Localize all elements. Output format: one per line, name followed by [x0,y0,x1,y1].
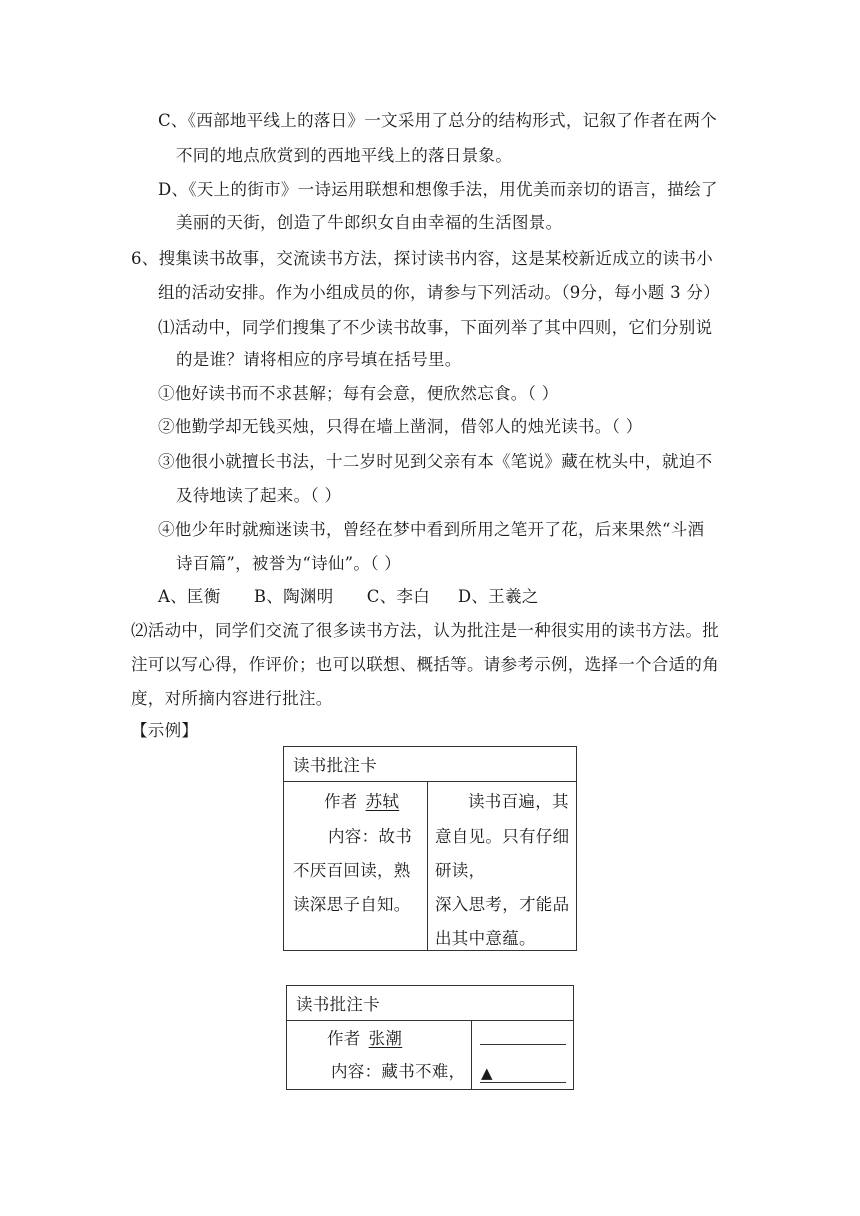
example-card-divider [427,782,428,951]
option-d-line2: 美丽的天街，创造了牛郎织女自由幸福的生活图景。 [176,213,563,232]
question-annotation-card [286,985,574,1090]
example-comment-line: 出其中意蕴。 [435,929,536,948]
question-6-line2: 组的活动安排。作为小组成员的你，请参与下列活动。（9分，每小题 3 分） [158,283,721,302]
example-content-line: 读深思子自知。 [293,895,411,914]
subquestion-1-line1: ⑴活动中，同学们搜集了不少读书故事，下面列举了其中四则，它们分别说 [158,318,713,337]
story-4-line2: 诗百篇”，被誉为“诗仙”。（ ） [176,554,402,573]
question-author-label: 作者 [327,1029,361,1048]
example-annotation-card [283,746,577,951]
answer-blank-line[interactable] [480,1082,566,1083]
example-comment-line: 深入思考，才能品 [435,895,570,914]
example-label: 【示例】 [131,721,199,740]
answer-blank-line[interactable] [480,1044,566,1045]
question-author-name: 张潮 [368,1029,403,1048]
question-6-line1: 6、搜集读书故事，交流读书方法，探讨读书内容，这是某校新近成立的读书小 [131,249,713,268]
story-1: ①他好读书而不求甚解；每有会意，便欣然忘食。（ ） [158,384,559,403]
answer-marker-icon: ▲ [481,1064,493,1082]
story-4-line1: ④他少年时就痴迷读书，曾经在梦中看到所用之笔开了花，后来果然“斗酒 [158,520,705,539]
example-comment-line: 研读， [435,861,486,880]
example-card-title: 读书批注卡 [293,756,377,775]
option-c-line2: 不同的地点欣赏到的西地平线上的落日景象。 [176,146,512,165]
story-2: ②他勤学却无钱买烛，只得在墙上凿洞，借邻人的烛光读书。（ ） [158,417,643,436]
subquestion-2-line2: 注可以写心得，作评价；也可以联想、概括等。请参考示例，选择一个合适的角 [131,655,719,674]
option-d-line1: D、《天上的街市》一诗运用联想和想像手法，用优美而亲切的语言，描绘了 [158,180,718,199]
subquestion-2-line1: ⑵活动中，同学们交流了很多读书方法，认为批注是一种很实用的读书方法。批 [131,621,719,640]
question-card-title: 读书批注卡 [296,995,380,1014]
question-content-line: 内容：藏书不难， [331,1062,466,1081]
example-content-line: 不厌百回读，熟 [293,861,411,880]
question-card-divider [471,1021,472,1090]
example-author-row [324,792,407,812]
example-comment-line: 读书百遍，其 [468,792,569,811]
question-author-row [327,1029,416,1049]
example-comment-line: 意自见。只有仔细 [435,827,570,846]
answer-choices: A、匡衡 B、陶渊明 C、李白 D、王羲之 [158,587,539,606]
example-author-name: 苏轼 [365,792,400,811]
example-content-line: 内容：故书 [328,827,412,846]
subquestion-1-line2: 的是谁？请将相应的序号填在括号里。 [176,350,462,369]
story-3-line1: ③他很小就擅长书法，十二岁时见到父亲有本《笔说》藏在枕头中，就迫不 [158,452,713,471]
example-author-label: 作者 [324,792,358,811]
subquestion-2-line3: 度，对所摘内容进行批注。 [131,689,333,708]
story-3-line2: 及待地读了起来。（ ） [176,486,342,505]
option-c-line1: C、《西部地平线上的落日》一文采用了总分的结构形式，记叙了作者在两个 [158,111,718,130]
